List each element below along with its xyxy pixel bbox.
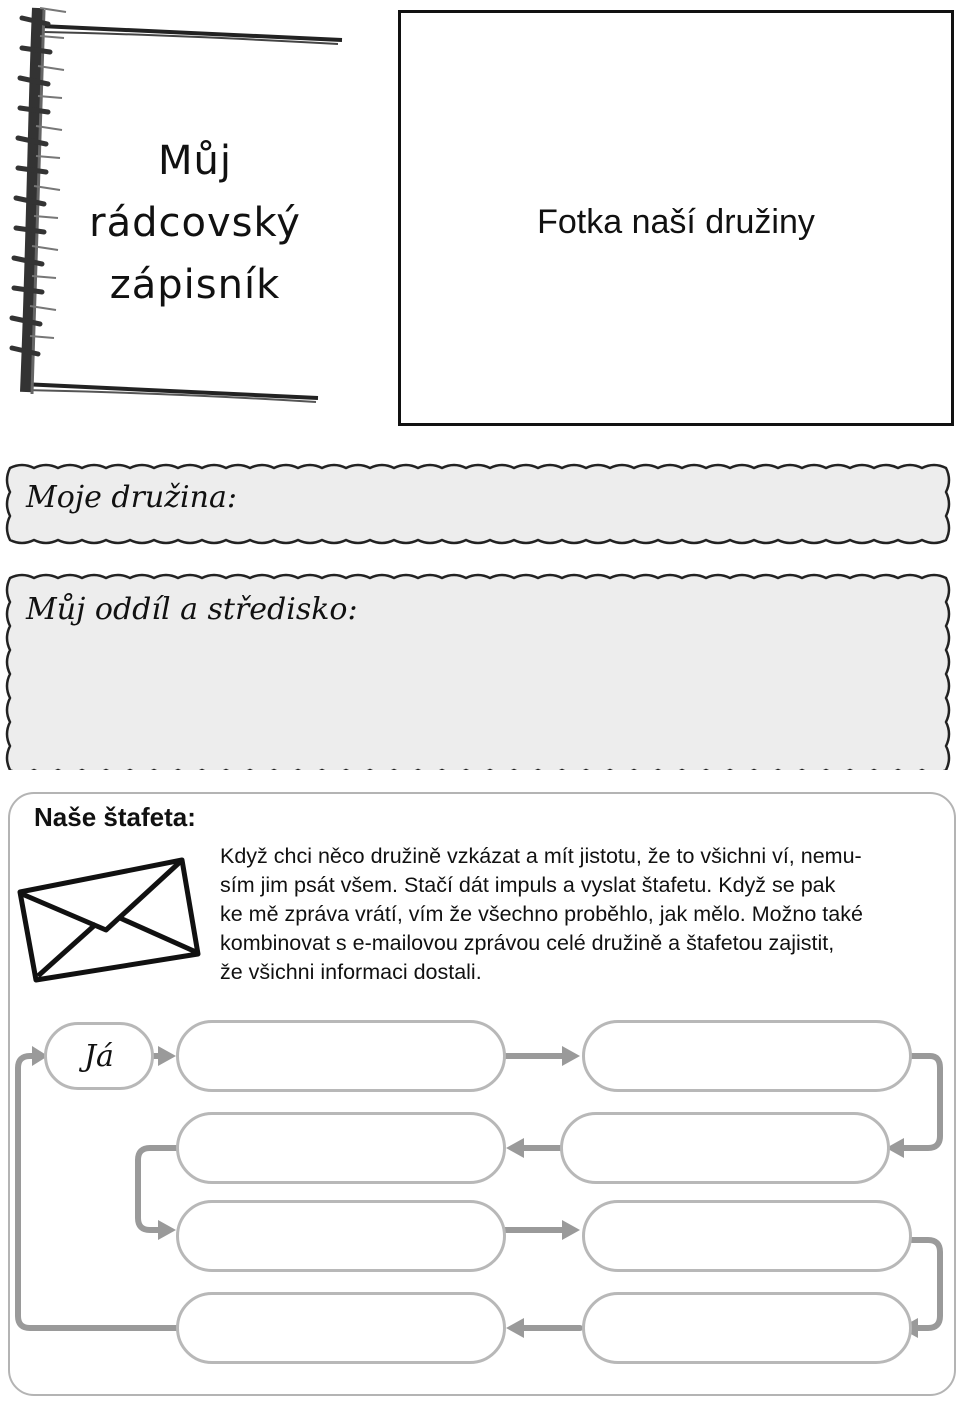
relay-slot-8[interactable] (582, 1292, 912, 1364)
relay-description-line: že všichni informaci dostali. (220, 960, 482, 984)
unit-label: Můj oddíl a středisko: (26, 592, 358, 627)
relay-start-label: Já (84, 1038, 114, 1074)
relay-slot-5[interactable] (176, 1200, 506, 1272)
patrol-name-label: Moje družina: (26, 480, 237, 515)
notebook-illustration (0, 0, 350, 410)
relay-slot-6[interactable] (582, 1200, 912, 1272)
relay-slot-4[interactable] (560, 1112, 890, 1184)
notebook-title (70, 130, 320, 316)
unit-field[interactable] (0, 568, 960, 770)
relay-description-line: sím jim psát všem. Stačí dát impuls a vyslat štafetu. Když se pak (220, 873, 836, 897)
relay-title: Naše štafeta: (34, 802, 196, 832)
relay-description-line: ke mě zpráva vrátí, vím že všechno proběhlo, jak mělo. Možno také (220, 902, 863, 926)
relay-slot-7[interactable] (176, 1292, 506, 1364)
photo-label: Fotka naší družiny (537, 203, 815, 241)
notebook-title-line: rádcovský (89, 200, 301, 246)
notebook-title-line: zápisník (109, 262, 281, 308)
relay-slot-2[interactable] (582, 1020, 912, 1092)
patrol-name-field[interactable] (0, 458, 960, 550)
notebook-title-line: Můj (158, 138, 232, 184)
relay-slot-3[interactable] (176, 1112, 506, 1184)
relay-description-line: Když chci něco družině vzkázat a mít jistotu, že to všichni ví, nemu- (220, 844, 862, 868)
patrol-photo-box[interactable] (398, 10, 954, 426)
relay-description-line: kombinovat s e-mailovou zprávou celé družině a štafetou zajistit, (220, 931, 835, 955)
relay-slot-1[interactable] (176, 1020, 506, 1092)
relay-description (220, 842, 940, 987)
envelope-icon (14, 852, 204, 984)
